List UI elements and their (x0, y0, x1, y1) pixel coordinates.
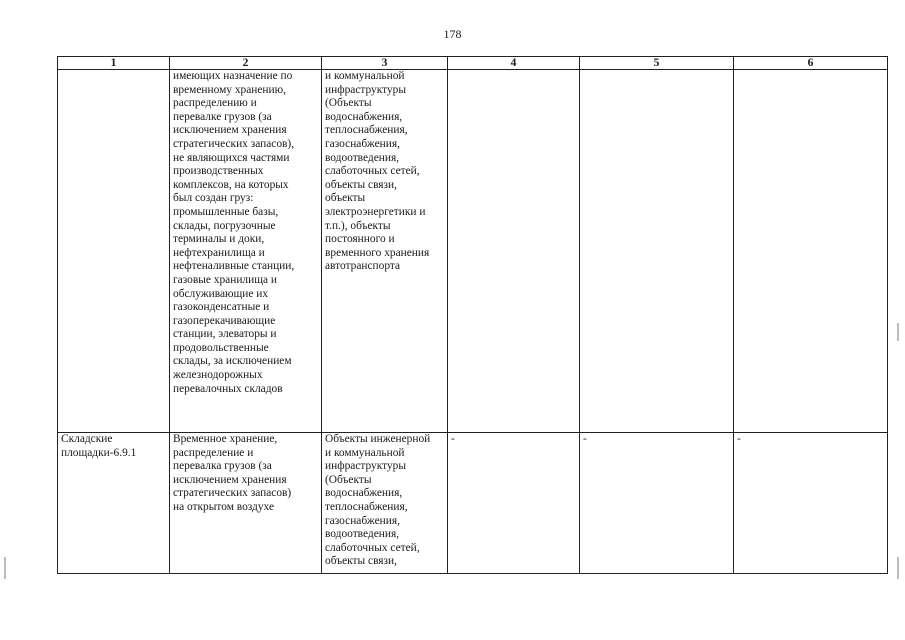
row-a-col-3 (322, 70, 448, 433)
scan-edge-mark-right (897, 323, 899, 341)
row-b-col-4: - (448, 433, 580, 574)
cell-line: стратегических запасов) (173, 487, 292, 500)
cell-line: исключением хранения (173, 124, 287, 137)
cell-line: (Объекты (325, 473, 372, 486)
cell-line: и коммунальной (325, 446, 405, 459)
cell-line: комплексов, на которых (173, 178, 289, 191)
row-a-col-2 (170, 70, 322, 433)
cell-line: промышленные базы, (173, 205, 279, 218)
header-col-2: 2 (170, 57, 322, 70)
row-a-col-5 (580, 70, 734, 433)
cell-line: на открытом воздухе (173, 500, 275, 513)
cell-line: газоперекачивающие (173, 314, 276, 327)
cell-line: распределение и (173, 446, 254, 459)
header-row (58, 57, 888, 70)
cell-line: теплоснабжения, (325, 500, 408, 513)
header-col-6: 6 (734, 57, 888, 70)
cell-line: объекты связи, (325, 178, 397, 191)
cell-line: постоянного и (325, 233, 395, 246)
row-b-col-3 (322, 433, 448, 574)
cell-line: газоконденсатные и (173, 301, 270, 314)
cell-line: водоснабжения, (325, 110, 403, 123)
cell-line: (Объекты (325, 97, 372, 110)
table-row (58, 70, 888, 433)
cell-line: стратегических запасов), (173, 137, 295, 150)
row-a-col-1 (58, 70, 170, 433)
cell-line: терминалы и доки, (173, 233, 265, 246)
cell-line: объекты (325, 192, 366, 205)
cell-line: перевалке грузов (за (173, 110, 272, 123)
cell-line: не являющихся частями (173, 151, 290, 164)
cell-line: водоотведения, (325, 151, 400, 164)
cell-line: Временное хранение, (173, 433, 278, 445)
cell-line: производственных (173, 165, 264, 178)
cell-line: газовые хранилища и (173, 273, 277, 286)
cell-line: инфраструктуры (325, 83, 406, 96)
header-col-4: 4 (448, 57, 580, 70)
cell-line: водоснабжения, (325, 487, 403, 500)
cell-line: т.п.), объекты (325, 219, 391, 232)
row-a-col-4 (448, 70, 580, 433)
regulation-table (57, 56, 888, 574)
header-col-1: 1 (58, 57, 170, 70)
cell-line: был создан груз: (173, 192, 254, 205)
header-col-3: 3 (322, 57, 448, 70)
cell-line: перевалка грузов (за (173, 460, 272, 473)
cell-line: перевалочных складов (173, 382, 283, 395)
scan-edge-mark-left (4, 557, 6, 579)
row-b-col-1 (58, 433, 170, 574)
cell-line: газоснабжения, (325, 514, 400, 527)
cell-line: инфраструктуры (325, 460, 406, 473)
page-number: 178 (443, 27, 462, 41)
cell-line: электроэнергетики и (325, 205, 426, 218)
cell-line: нефтехранилища и (173, 246, 265, 259)
cell-line: теплоснабжения, (325, 124, 408, 137)
header-col-5: 5 (580, 57, 734, 70)
cell-line: склады, за исключением (173, 355, 292, 368)
table-row (58, 433, 888, 574)
cell-line: Объекты инженерной (325, 433, 431, 445)
cell-line: железнодорожных (173, 369, 263, 382)
cell-line: автотранспорта (325, 260, 401, 273)
cell-line: обслуживающие их (173, 287, 269, 300)
cell-line: газоснабжения, (325, 137, 400, 150)
cell-line: имеющих назначение по (173, 70, 293, 82)
cell-line: водоотведения, (325, 528, 400, 541)
cell-line: продовольственные (173, 341, 269, 354)
cell-line: распределению и (173, 97, 257, 110)
cell-line: слаботочных сетей, (325, 541, 420, 554)
cell-line: слаботочных сетей, (325, 165, 420, 178)
row-a-col-6 (734, 70, 888, 433)
cell-line: площадки-6.9.1 (61, 446, 137, 459)
cell-line: и коммунальной (325, 70, 405, 82)
cell-line: исключением хранения (173, 473, 287, 486)
row-b-col-6: - (734, 433, 888, 574)
cell-line: объекты связи, (325, 555, 397, 568)
scan-edge-mark-right (897, 557, 899, 579)
cell-line: временному хранению, (173, 83, 286, 96)
row-b-col-2 (170, 433, 322, 574)
row-b-col-5: - (580, 433, 734, 574)
cell-line: станции, элеваторы и (173, 328, 277, 341)
cell-line: Складские (61, 433, 113, 445)
cell-line: нефтеналивные станции, (173, 260, 295, 273)
cell-line: временного хранения (325, 246, 430, 259)
cell-line: склады, погрузочные (173, 219, 276, 232)
